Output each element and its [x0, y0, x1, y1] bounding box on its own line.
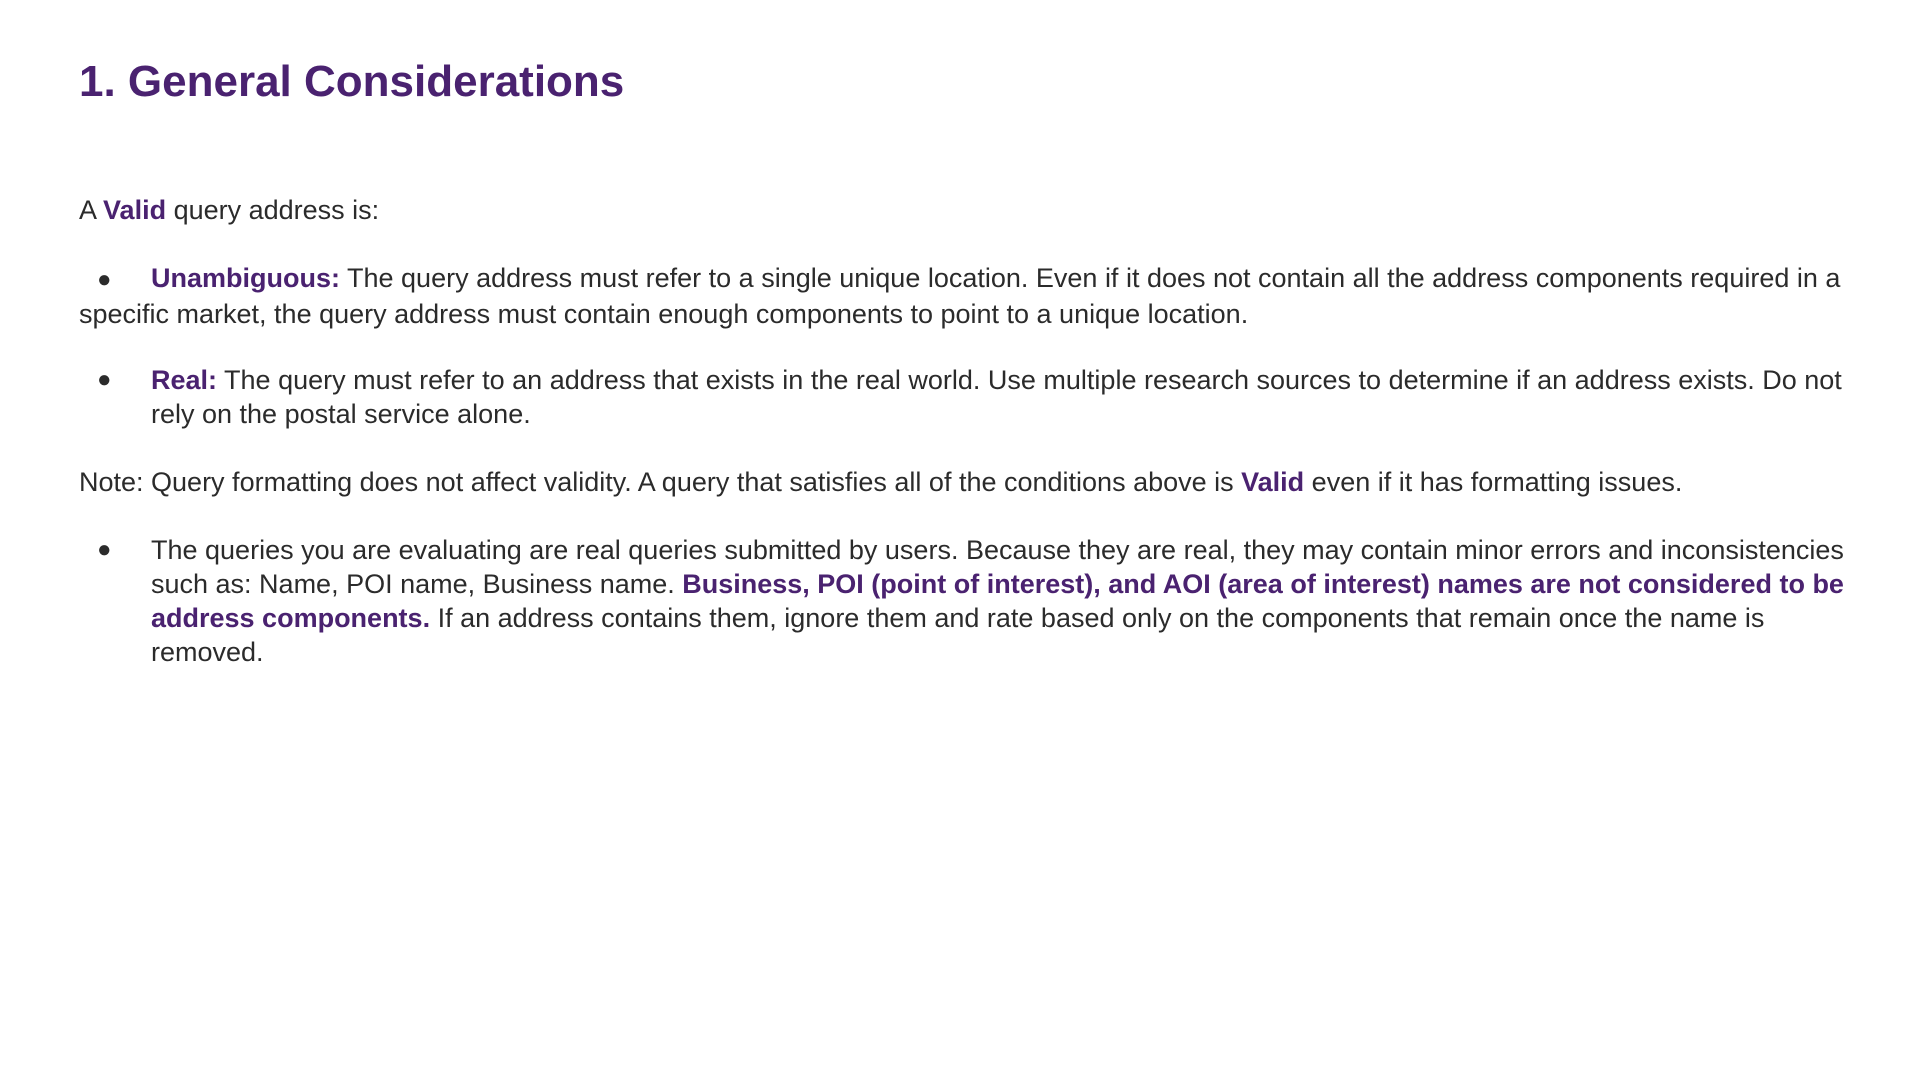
note-prefix: Note: Query formatting does not affect validity. A query that satisfies all of the conditions above is — [79, 467, 1242, 497]
bullet-term-unambiguous: Unambiguous: — [151, 263, 340, 293]
bullet3-highlight: Business, POI (point of interest), and AOI (area of interest) names are not considered to be address components. — [151, 569, 1844, 633]
bullet-text-real: The query must refer to an address that exists in the real world. Use multiple research sources to determine if an address exists. Do not rely on the postal service alone. — [151, 365, 1842, 429]
bullet3-text-after: If an address contains them, ignore them and rate based only on the components that remain once the name is removed. — [151, 603, 1765, 667]
intro-paragraph — [79, 193, 379, 227]
bullet-dot: ● — [97, 536, 112, 563]
bullet3-text-before: The queries you are evaluating are real queries submitted by users. Because they are real, they may contain minor errors and inconsistencies such as: Name, POI name, Business name. — [151, 535, 1844, 599]
note-paragraph — [79, 465, 1682, 499]
note-valid-term: Valid — [1241, 467, 1305, 497]
bullet-dot: ● — [97, 366, 112, 393]
intro-valid-term: Valid — [103, 195, 167, 225]
section-heading: 1. General Considerations — [79, 57, 625, 106]
note-suffix: even if it has formatting issues. — [1304, 467, 1683, 497]
bullet-real-queries — [79, 533, 1849, 669]
bullet-term-real: Real: — [151, 365, 218, 395]
intro-prefix: A — [79, 195, 104, 225]
bullet-unambiguous — [79, 261, 1849, 331]
bullet-dot: ● — [97, 266, 112, 293]
intro-suffix: query address is: — [166, 195, 380, 225]
bullet-text-unambiguous: The query address must refer to a single unique location. Even if it does not contain all the address components required in a specific market, the query address must contain enough components to point to a unique location. — [79, 263, 1841, 329]
bullet-real — [79, 363, 1849, 431]
